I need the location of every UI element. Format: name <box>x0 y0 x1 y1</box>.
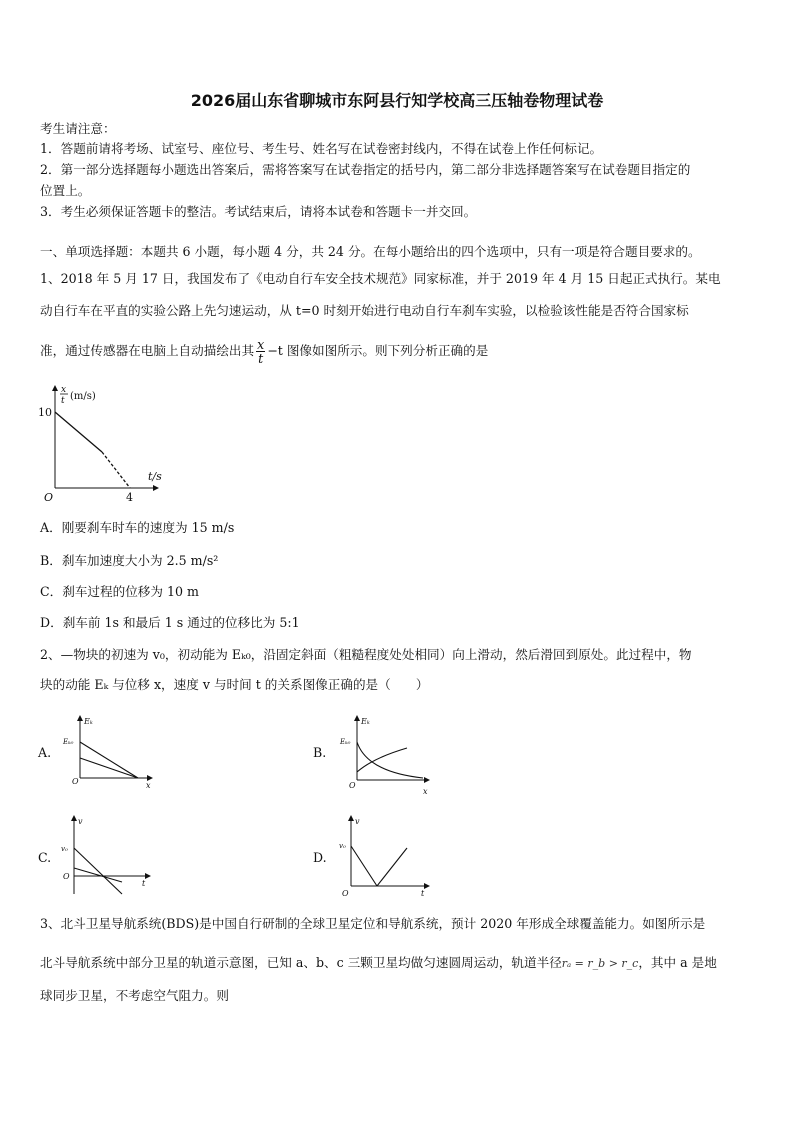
q2-option-a-label: A. <box>38 745 52 760</box>
y-axis-unit: (m/s) <box>70 391 96 402</box>
svg-text:Eₖ: Eₖ <box>84 717 93 726</box>
q2-line-2: 块的动能 Eₖ 与位移 x，速度 v 与时间 t 的关系图像正确的是（ ） <box>40 677 429 692</box>
graph-b-curve-rise <box>357 748 407 772</box>
x-tick-4: 4 <box>126 491 133 504</box>
graph-d-line-up <box>377 848 407 886</box>
q2-option-d-label: D. <box>313 850 327 865</box>
q2-graph-c <box>58 812 158 902</box>
q1-fraction: $\frac{x}{t}$ <box>257 337 265 366</box>
notice-item-2-cont: 位置上。 <box>40 183 91 198</box>
q1-line-3-pre: 准，通过传感器在电脑上自动描绘出其 <box>40 343 255 358</box>
y-tick-10: 10 <box>38 406 52 419</box>
svg-text:O: O <box>342 889 349 898</box>
svg-text:Eₖ₀: Eₖ₀ <box>340 738 351 746</box>
notice-heading: 考生请注意： <box>40 121 116 136</box>
x-axis-label: t/s <box>148 470 162 483</box>
svg-text:O: O <box>72 777 79 786</box>
q1-option-d: D．刹车前 1s 和最后 1 s 通过的位移比为 5:1 <box>40 615 300 630</box>
q2-line-1: 2、—物块的初速为 v₀，初动能为 Eₖ₀，沿固定斜面（粗糙程度处处相同）向上滑动，然后滑回到原处。此过程中，物 <box>40 647 692 662</box>
svg-text:v: v <box>355 817 360 826</box>
q2-graph-a <box>60 712 160 792</box>
q2-option-c-label: C. <box>38 850 52 865</box>
svg-text:v₀: v₀ <box>339 842 346 850</box>
section-heading: 一、单项选择题：本题共 6 小题，每小题 4 分，共 24 分。在每小题给出的四个选项中，只有一项是符合题目要求的。 <box>40 244 701 259</box>
q1-option-c: C．刹车过程的位移为 10 m <box>40 584 199 599</box>
q3-formula: rₐ = r_b > r_c <box>561 957 639 970</box>
svg-text:t: t <box>421 889 425 898</box>
q2-option-b-label: B. <box>313 745 327 760</box>
notice-item-2: 2．第一部分选择题每小题选出答案后，需将答案写在试卷指定的括号内，第二部分非选择题答案写在试卷题目指定的 <box>40 162 691 177</box>
svg-text:x: x <box>146 781 151 790</box>
q3-line-2-post: ，其中 a 是地 <box>638 955 717 970</box>
q3-line-3: 球同步卫星，不考虑空气阻力。则 <box>40 988 229 1003</box>
q1-option-a: A．刚要刹车时车的速度为 15 m/s <box>40 520 235 535</box>
q1-option-b: B．刹车加速度大小为 2.5 m/s² <box>40 553 219 568</box>
q3-line-1: 3、北斗卫星导航系统(BDS)是中国自行研制的全球卫星定位和导航系统，预计 2020 年形成全球覆盖能力。如图所示是 <box>40 916 706 931</box>
svg-text:Eₖ₀: Eₖ₀ <box>63 738 74 746</box>
svg-text:O: O <box>349 781 356 790</box>
graph-line <box>55 412 102 452</box>
graph-c-line-steep <box>74 848 122 894</box>
svg-text:v₀: v₀ <box>61 845 68 853</box>
svg-text:t: t <box>142 879 146 888</box>
q1-line-3 <box>40 338 488 365</box>
q2-graph-b <box>337 712 437 798</box>
graph-d-line-down <box>351 846 377 886</box>
origin-label: O <box>44 491 54 504</box>
svg-text:x: x <box>423 787 428 796</box>
notice-item-1: 1．答题前请将考场、试室号、座位号、考生号、姓名写在试卷密封线内，不得在试卷上作任何标记。 <box>40 141 603 156</box>
svg-text:O: O <box>63 872 70 881</box>
q1-line-1: 1、2018 年 5 月 17 日，我国发布了《电动自行车安全技术规范》同家标准，并于 2019 年 4 月 15 日起正式执行。某电 <box>40 271 721 286</box>
svg-text:v: v <box>78 817 83 826</box>
graph-a-line-up <box>80 742 138 778</box>
q1-line-3-post: −t 图像如图所示。则下列分析正确的是 <box>267 343 489 358</box>
exam-title: 2026届山东省聊城市东阿县行知学校高三压轴卷物理试卷 <box>190 91 604 110</box>
graph-b-curve-decay <box>357 742 423 778</box>
q1-graph <box>30 380 190 510</box>
y-axis-label-num: x <box>61 385 67 395</box>
q3-line-2-pre: 北斗导航系统中部分卫星的轨道示意图，已知 a、b、c 三颗卫星均做匀速圆周运动，轨道半径 <box>40 955 562 970</box>
graph-a-line-down <box>80 758 138 778</box>
y-axis-label-den: t <box>61 396 65 406</box>
q2-graph-d <box>337 812 437 902</box>
q1-line-2: 动自行车在平直的实验公路上先匀速运动，从 t=0 时刻开始进行电动自行车刹车实验，以检验该性能是否符合国家标 <box>40 303 689 318</box>
graph-c-line-shallow <box>74 868 122 882</box>
q3-line-2 <box>40 955 717 972</box>
graph-line-dashed <box>102 452 130 488</box>
svg-text:Eₖ: Eₖ <box>361 717 370 726</box>
notice-item-3: 3．考生必须保证答题卡的整洁。考试结束后，请将本试卷和答题卡一并交回。 <box>40 204 477 219</box>
